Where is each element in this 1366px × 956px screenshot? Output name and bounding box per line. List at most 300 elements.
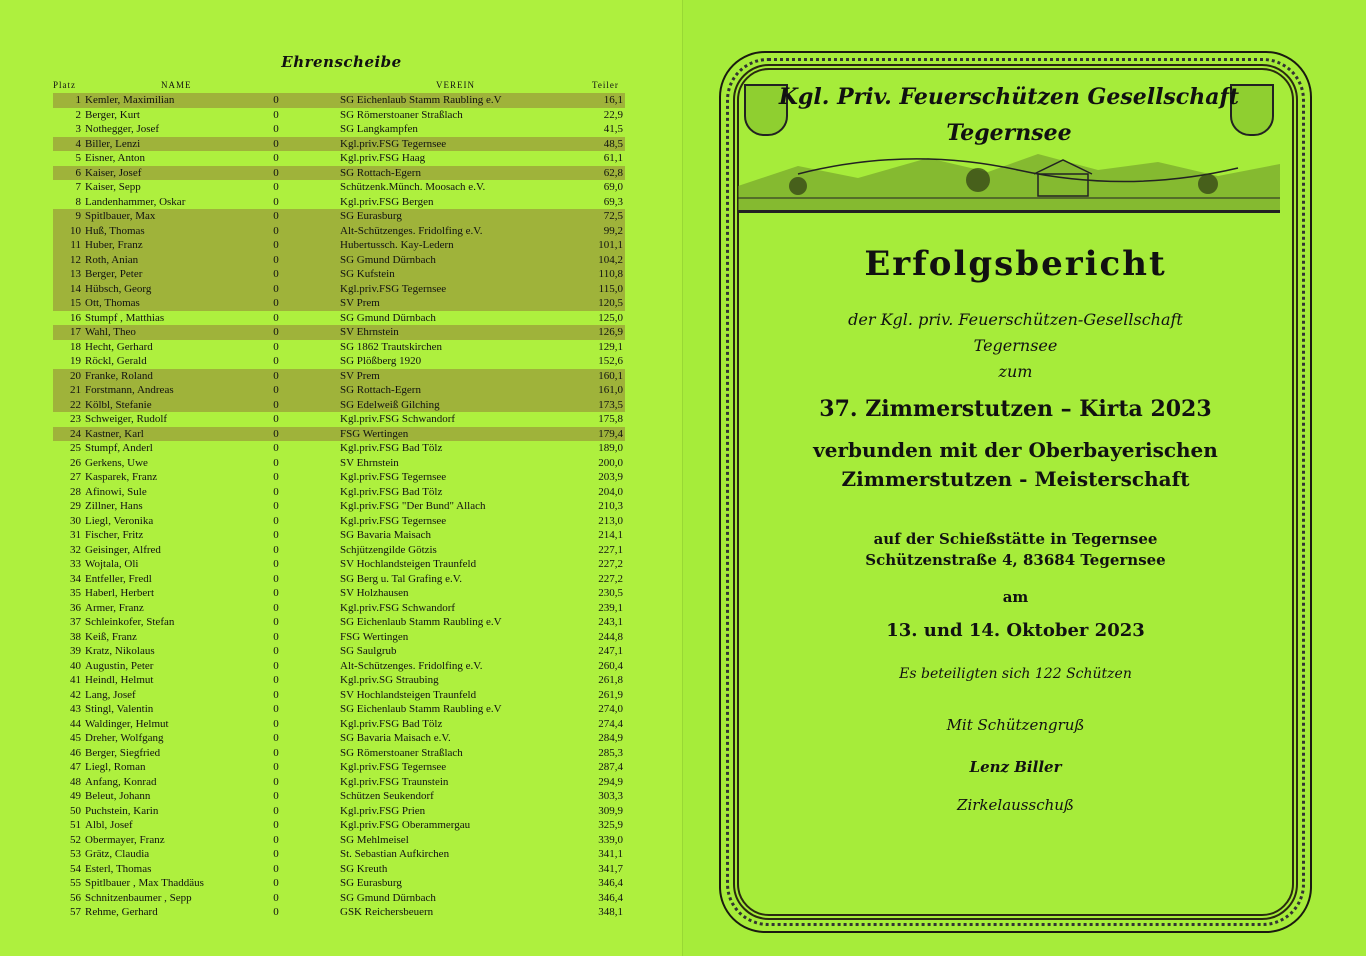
- name-cell: Keiß, Franz: [85, 630, 137, 643]
- venue-line-2: Schützenstraße 4, 83684 Tegernsee: [865, 551, 1166, 569]
- signer-name: Lenz Biller: [969, 758, 1062, 776]
- name-cell: Entfeller, Fredl: [85, 572, 152, 585]
- score-cell: 247,1: [598, 645, 623, 657]
- table-row: [53, 267, 625, 282]
- score-cell: 69,3: [603, 195, 623, 208]
- name-cell: Kemler, Maximilian: [85, 94, 175, 106]
- rank-cell: 16: [70, 311, 81, 324]
- club-cell: Schützenk.Münch. Moosach e.V.: [340, 181, 486, 193]
- rank-cell: 44: [70, 717, 81, 730]
- zero-cell: 0: [273, 688, 279, 701]
- name-cell: Kaiser, Josef: [85, 166, 142, 179]
- date-prefix: am: [1002, 588, 1029, 606]
- rank-cell: 1: [75, 94, 81, 106]
- rank-cell: 13: [70, 268, 81, 280]
- table-row: [53, 282, 625, 297]
- zero-cell: 0: [273, 268, 279, 280]
- club-cell: Kgl.priv.FSG "Der Bund" Allach: [340, 500, 486, 512]
- club-cell: FSG Wertingen: [340, 630, 409, 643]
- rank-cell: 20: [70, 369, 81, 382]
- rank-cell: 25: [70, 442, 81, 454]
- table-row: [53, 238, 625, 253]
- score-cell: 72,5: [603, 210, 623, 222]
- report-heading: Erfolgsbericht: [864, 244, 1167, 284]
- zero-cell: 0: [273, 152, 279, 164]
- rank-cell: 48: [70, 775, 81, 788]
- club-cell: GSK Reichersbeuern: [340, 906, 434, 918]
- score-cell: 274,0: [598, 703, 623, 715]
- intro-line-3: zum: [998, 362, 1033, 381]
- rank-cell: 40: [70, 659, 81, 672]
- rank-cell: 45: [70, 732, 81, 744]
- name-cell: Franke, Roland: [85, 369, 153, 382]
- name-cell: Ott, Thomas: [85, 297, 140, 309]
- zero-cell: 0: [273, 224, 279, 237]
- name-cell: Hecht, Gerhard: [85, 340, 153, 353]
- rank-cell: 53: [70, 848, 81, 860]
- score-cell: 22,9: [603, 108, 623, 121]
- score-cell: 261,9: [598, 688, 623, 701]
- name-cell: Berger, Siegfried: [85, 746, 161, 759]
- zero-cell: 0: [273, 485, 279, 498]
- rank-cell: 47: [70, 761, 81, 773]
- score-cell: 160,1: [598, 369, 623, 382]
- rank-cell: 27: [70, 471, 81, 483]
- event-dates: 13. und 14. Oktober 2023: [886, 620, 1145, 641]
- greeting: Mit Schützengruß: [946, 716, 1085, 734]
- table-row: [53, 804, 625, 819]
- header-rank: Platz: [53, 80, 76, 90]
- header-name: NAME: [161, 80, 192, 90]
- score-cell: 99,2: [603, 224, 623, 237]
- zero-cell: 0: [273, 456, 279, 469]
- club-cell: Hubertussch. Kay-Ledern: [340, 239, 454, 251]
- club-cell: Kgl.priv.FSG Traunstein: [340, 775, 449, 788]
- zero-cell: 0: [273, 398, 279, 411]
- zero-cell: 0: [273, 355, 279, 367]
- zero-cell: 0: [273, 746, 279, 759]
- score-cell: 348,1: [598, 906, 623, 918]
- rank-cell: 37: [70, 616, 81, 628]
- score-cell: 213,0: [598, 514, 623, 527]
- zero-cell: 0: [273, 587, 279, 599]
- club-name: Kgl. Priv. Feuerschützen Gesellschaft: [778, 84, 1240, 110]
- table-row: [53, 702, 625, 717]
- rank-cell: 31: [70, 529, 81, 541]
- venue-line-1: auf der Schießstätte in Tegernsee: [873, 530, 1158, 548]
- name-cell: Obermayer, Franz: [85, 833, 165, 846]
- table-row: [53, 412, 625, 427]
- table-row: [53, 195, 625, 210]
- table-row: [53, 528, 625, 543]
- club-banner: [738, 74, 1280, 213]
- rank-cell: 42: [70, 688, 81, 701]
- name-cell: Berger, Kurt: [85, 108, 140, 121]
- score-cell: 175,8: [598, 413, 623, 425]
- score-cell: 179,4: [598, 427, 623, 440]
- zero-cell: 0: [273, 282, 279, 295]
- score-cell: 227,2: [598, 558, 623, 570]
- name-cell: Forstmann, Andreas: [85, 384, 174, 396]
- name-cell: Schleinkofer, Stefan: [85, 616, 175, 628]
- intro-line-1: der Kgl. priv. Feuerschützen-Gesellschaft: [848, 310, 1183, 329]
- zero-cell: 0: [273, 819, 279, 831]
- club-cell: Kgl.priv.FSG Tegernsee: [340, 471, 447, 483]
- club-cell: SG Plößberg 1920: [340, 355, 422, 367]
- table-row: [53, 325, 625, 340]
- rank-cell: 15: [70, 297, 81, 309]
- rank-cell: 52: [70, 833, 81, 846]
- table-row: [53, 760, 625, 775]
- rank-cell: 29: [70, 500, 81, 512]
- zero-cell: 0: [273, 369, 279, 382]
- club-cell: SG Saulgrub: [340, 645, 397, 657]
- club-cell: Kgl.priv.FSG Prien: [340, 804, 426, 817]
- table-row: [53, 659, 625, 674]
- table-row: [53, 644, 625, 659]
- rank-cell: 41: [70, 674, 81, 686]
- name-cell: Liegl, Veronika: [85, 514, 154, 527]
- club-cell: SV Prem: [340, 297, 380, 309]
- table-row: [53, 746, 625, 761]
- zero-cell: 0: [273, 659, 279, 672]
- name-cell: Liegl, Roman: [85, 761, 146, 773]
- club-cell: SG Römerstoaner Straßlach: [340, 746, 463, 759]
- club-cell: Alt-Schützenges. Fridolfing e.V.: [340, 659, 483, 672]
- score-cell: 346,4: [598, 891, 623, 904]
- table-row: [53, 151, 625, 166]
- rank-cell: 23: [70, 413, 81, 425]
- club-cell: Kgl.priv.FSG Bad Tölz: [340, 485, 443, 498]
- name-cell: Wojtala, Oli: [85, 558, 139, 570]
- zero-cell: 0: [273, 239, 279, 251]
- club-cell: Kgl.priv.FSG Tegernsee: [340, 137, 447, 150]
- event-subtitle-2: Zimmerstutzen - Meisterschaft: [841, 467, 1190, 491]
- rank-cell: 46: [70, 746, 81, 759]
- name-cell: Heindl, Helmut: [85, 674, 154, 686]
- rank-cell: 14: [70, 282, 81, 295]
- table-row: [53, 514, 625, 529]
- rank-cell: 26: [70, 456, 81, 469]
- club-cell: SG Rottach-Egern: [340, 166, 421, 179]
- rank-cell: 17: [70, 326, 81, 338]
- score-cell: 284,9: [598, 732, 623, 744]
- table-row: [53, 717, 625, 732]
- name-cell: Kaiser, Sepp: [85, 181, 141, 193]
- score-cell: 203,9: [598, 471, 623, 483]
- zero-cell: 0: [273, 543, 279, 556]
- zero-cell: 0: [273, 761, 279, 773]
- rank-cell: 56: [70, 891, 81, 904]
- club-cell: Kgl.priv.FSG Oberammergau: [340, 819, 471, 831]
- name-cell: Waldinger, Helmut: [85, 717, 169, 730]
- zero-cell: 0: [273, 529, 279, 541]
- zero-cell: 0: [273, 775, 279, 788]
- score-cell: 101,1: [598, 239, 623, 251]
- score-cell: 204,0: [598, 485, 623, 498]
- zero-cell: 0: [273, 804, 279, 817]
- score-cell: 48,5: [603, 137, 623, 150]
- rank-cell: 33: [70, 558, 81, 570]
- club-cell: SG Eurasburg: [340, 210, 402, 222]
- table-row: [53, 456, 625, 471]
- score-cell: 104,2: [598, 253, 623, 266]
- club-cell: SV Hochlandsteigen Traunfeld: [340, 688, 477, 701]
- name-cell: Eisner, Anton: [85, 152, 146, 164]
- header-club: VEREIN: [436, 80, 475, 90]
- club-cell: SV Prem: [340, 369, 380, 382]
- rank-cell: 30: [70, 514, 81, 527]
- table-row: [53, 557, 625, 572]
- score-cell: 243,1: [598, 616, 623, 628]
- rank-cell: 57: [70, 906, 81, 918]
- score-cell: 325,9: [598, 819, 623, 831]
- name-cell: Kastner, Karl: [85, 427, 144, 440]
- zero-cell: 0: [273, 558, 279, 570]
- rank-cell: 18: [70, 340, 81, 353]
- header-score: Teiler: [592, 80, 619, 90]
- club-cell: SV Holzhausen: [340, 587, 409, 599]
- table-row: [53, 427, 625, 442]
- rank-cell: 55: [70, 877, 81, 889]
- name-cell: Armer, Franz: [85, 601, 144, 614]
- zero-cell: 0: [273, 645, 279, 657]
- score-cell: 214,1: [598, 529, 623, 541]
- name-cell: Kölbl, Stefanie: [85, 398, 152, 411]
- rank-cell: 3: [75, 123, 81, 135]
- table-row: [53, 122, 625, 137]
- table-row: [53, 876, 625, 891]
- table-row: [53, 253, 625, 268]
- zero-cell: 0: [273, 195, 279, 208]
- rank-cell: 19: [70, 355, 81, 367]
- score-cell: 210,3: [598, 500, 623, 512]
- club-cell: SG Römerstoaner Straßlach: [340, 108, 463, 121]
- club-town: Tegernsee: [946, 120, 1072, 146]
- name-cell: Grätz, Claudia: [85, 848, 150, 860]
- rank-cell: 24: [70, 427, 81, 440]
- rank-cell: 51: [70, 819, 81, 831]
- club-cell: SV Ehrnstein: [340, 326, 399, 338]
- name-cell: Biller, Lenzi: [85, 137, 141, 150]
- club-cell: SG Gmund Dürnbach: [340, 253, 436, 266]
- zero-cell: 0: [273, 790, 279, 802]
- club-cell: Alt-Schützenges. Fridolfing e.V.: [340, 224, 483, 237]
- name-cell: Esterl, Thomas: [85, 862, 152, 875]
- score-cell: 173,5: [598, 398, 623, 411]
- zero-cell: 0: [273, 471, 279, 483]
- score-cell: 303,3: [598, 790, 623, 802]
- score-cell: 227,1: [598, 543, 623, 556]
- score-cell: 115,0: [598, 282, 623, 295]
- zero-cell: 0: [273, 297, 279, 309]
- name-cell: Berger, Peter: [85, 268, 143, 280]
- rank-cell: 11: [70, 239, 81, 251]
- zero-cell: 0: [273, 123, 279, 135]
- club-cell: Kgl.priv.FSG Haag: [340, 152, 426, 164]
- score-cell: 239,1: [598, 601, 623, 614]
- rank-cell: 8: [75, 195, 81, 208]
- score-cell: 346,4: [598, 877, 623, 889]
- table-row: [53, 731, 625, 746]
- table-row: [53, 180, 625, 195]
- rank-cell: 34: [70, 572, 81, 585]
- name-cell: Kratz, Nikolaus: [85, 645, 155, 657]
- name-cell: Puchstein, Karin: [85, 804, 159, 817]
- rank-cell: 21: [70, 384, 81, 396]
- score-cell: 227,2: [598, 572, 623, 585]
- score-cell: 161,0: [598, 384, 623, 396]
- score-cell: 62,8: [603, 166, 623, 179]
- table-row: [53, 383, 625, 398]
- name-cell: Huber, Franz: [85, 239, 143, 251]
- club-cell: Kgl.priv.FSG Tegernsee: [340, 761, 447, 773]
- name-cell: Afinowi, Sule: [85, 485, 147, 498]
- club-cell: Schjützengilde Götzis: [340, 543, 437, 556]
- name-cell: Stingl, Valentin: [85, 703, 154, 715]
- table-row: [53, 354, 625, 369]
- table-row: [53, 108, 625, 123]
- rank-cell: 10: [70, 224, 81, 237]
- rank-cell: 38: [70, 630, 81, 643]
- table-row: [53, 441, 625, 456]
- score-cell: 287,4: [598, 761, 623, 773]
- name-cell: Nothegger, Josef: [85, 123, 160, 135]
- rank-cell: 32: [70, 543, 81, 556]
- name-cell: Fischer, Fritz: [85, 529, 144, 541]
- table-row: [53, 688, 625, 703]
- table-row: [53, 224, 625, 239]
- club-cell: SG Edelweiß Gilching: [340, 398, 440, 411]
- table-row: [53, 485, 625, 500]
- name-cell: Geisinger, Alfred: [85, 543, 161, 556]
- name-cell: Röckl, Gerald: [85, 355, 147, 367]
- club-cell: Kgl.priv.FSG Schwandorf: [340, 601, 456, 614]
- table-row: [53, 789, 625, 804]
- club-cell: SG Eichenlaub Stamm Raubling e.V: [340, 703, 502, 715]
- zero-cell: 0: [273, 877, 279, 889]
- score-cell: 261,8: [598, 674, 623, 686]
- zero-cell: 0: [273, 311, 279, 324]
- zero-cell: 0: [273, 514, 279, 527]
- name-cell: Albl, Josef: [85, 819, 133, 831]
- name-cell: Anfang, Konrad: [85, 775, 157, 788]
- name-cell: Stumpf, Anderl: [85, 442, 153, 454]
- rank-cell: 39: [70, 645, 81, 657]
- table-row: [53, 340, 625, 355]
- club-cell: Kgl.priv.SG Straubing: [340, 674, 439, 686]
- rank-cell: 28: [70, 485, 81, 498]
- name-cell: Schweiger, Rudolf: [85, 413, 168, 425]
- table-row: [53, 818, 625, 833]
- name-cell: Lang, Josef: [85, 688, 136, 701]
- table-row: [53, 586, 625, 601]
- rank-cell: 9: [75, 210, 81, 222]
- club-cell: SG Gmund Dürnbach: [340, 891, 436, 904]
- rank-cell: 5: [75, 152, 81, 164]
- score-cell: 126,9: [598, 326, 623, 338]
- score-cell: 152,6: [598, 355, 623, 367]
- zero-cell: 0: [273, 253, 279, 266]
- club-cell: SV Ehrnstein: [340, 456, 399, 469]
- table-row: [53, 93, 625, 108]
- rank-cell: 36: [70, 601, 81, 614]
- zero-cell: 0: [273, 717, 279, 730]
- event-title: 37. Zimmerstutzen – Kirta 2023: [819, 396, 1212, 422]
- score-cell: 110,8: [598, 268, 623, 280]
- table-row: [53, 673, 625, 688]
- score-cell: 230,5: [598, 587, 623, 599]
- list-title: Ehrenscheibe: [281, 53, 402, 71]
- rank-cell: 2: [75, 108, 81, 121]
- zero-cell: 0: [273, 500, 279, 512]
- club-cell: SG Mehlmeisel: [340, 833, 409, 846]
- table-row: [53, 572, 625, 587]
- club-cell: SG Rottach-Egern: [340, 384, 421, 396]
- committee-name: Zirkelausschuß: [957, 796, 1074, 814]
- club-cell: SG Langkampfen: [340, 123, 418, 135]
- name-cell: Augustin, Peter: [85, 659, 154, 672]
- rank-cell: 22: [70, 398, 81, 411]
- club-cell: SG Gmund Dürnbach: [340, 311, 436, 324]
- zero-cell: 0: [273, 891, 279, 904]
- zero-cell: 0: [273, 94, 279, 106]
- table-row: [53, 601, 625, 616]
- table-row: [53, 905, 625, 920]
- zero-cell: 0: [273, 181, 279, 193]
- name-cell: Landenhammer, Oskar: [85, 195, 186, 208]
- table-row: [53, 615, 625, 630]
- rank-cell: 6: [75, 166, 81, 179]
- score-cell: 61,1: [603, 152, 623, 164]
- club-cell: SV Hochlandsteigen Traunfeld: [340, 558, 477, 570]
- zero-cell: 0: [273, 572, 279, 585]
- name-cell: Beleut, Johann: [85, 790, 151, 802]
- zero-cell: 0: [273, 108, 279, 121]
- results-table: [53, 93, 625, 920]
- table-row: [53, 891, 625, 906]
- club-cell: SG Kufstein: [340, 268, 395, 280]
- table-row: [53, 543, 625, 558]
- table-row: [53, 833, 625, 848]
- name-cell: Spitlbauer , Max Thaddäus: [85, 877, 204, 889]
- rank-cell: 35: [70, 587, 81, 599]
- intro-line-2: Tegernsee: [973, 336, 1058, 355]
- rank-cell: 54: [70, 862, 81, 875]
- zero-cell: 0: [273, 703, 279, 715]
- zero-cell: 0: [273, 862, 279, 875]
- rank-cell: 43: [70, 703, 81, 715]
- score-cell: 125,0: [598, 311, 623, 324]
- club-cell: SG Eurasburg: [340, 877, 402, 889]
- score-cell: 189,0: [598, 442, 623, 454]
- rank-cell: 12: [70, 253, 81, 266]
- score-cell: 69,0: [603, 181, 623, 193]
- club-cell: SG Bavaria Maisach: [340, 529, 432, 541]
- name-cell: Spitlbauer, Max: [85, 210, 156, 222]
- name-cell: Haberl, Herbert: [85, 587, 155, 599]
- table-row: [53, 862, 625, 877]
- club-cell: Kgl.priv.FSG Bad Tölz: [340, 717, 443, 730]
- score-cell: 120,5: [598, 297, 623, 309]
- zero-cell: 0: [273, 833, 279, 846]
- zero-cell: 0: [273, 210, 279, 222]
- table-row: [53, 296, 625, 311]
- zero-cell: 0: [273, 137, 279, 150]
- score-cell: 309,9: [598, 804, 623, 817]
- name-cell: Hübsch, Georg: [85, 282, 152, 295]
- club-cell: SG Berg u. Tal Grafing e.V.: [340, 572, 463, 585]
